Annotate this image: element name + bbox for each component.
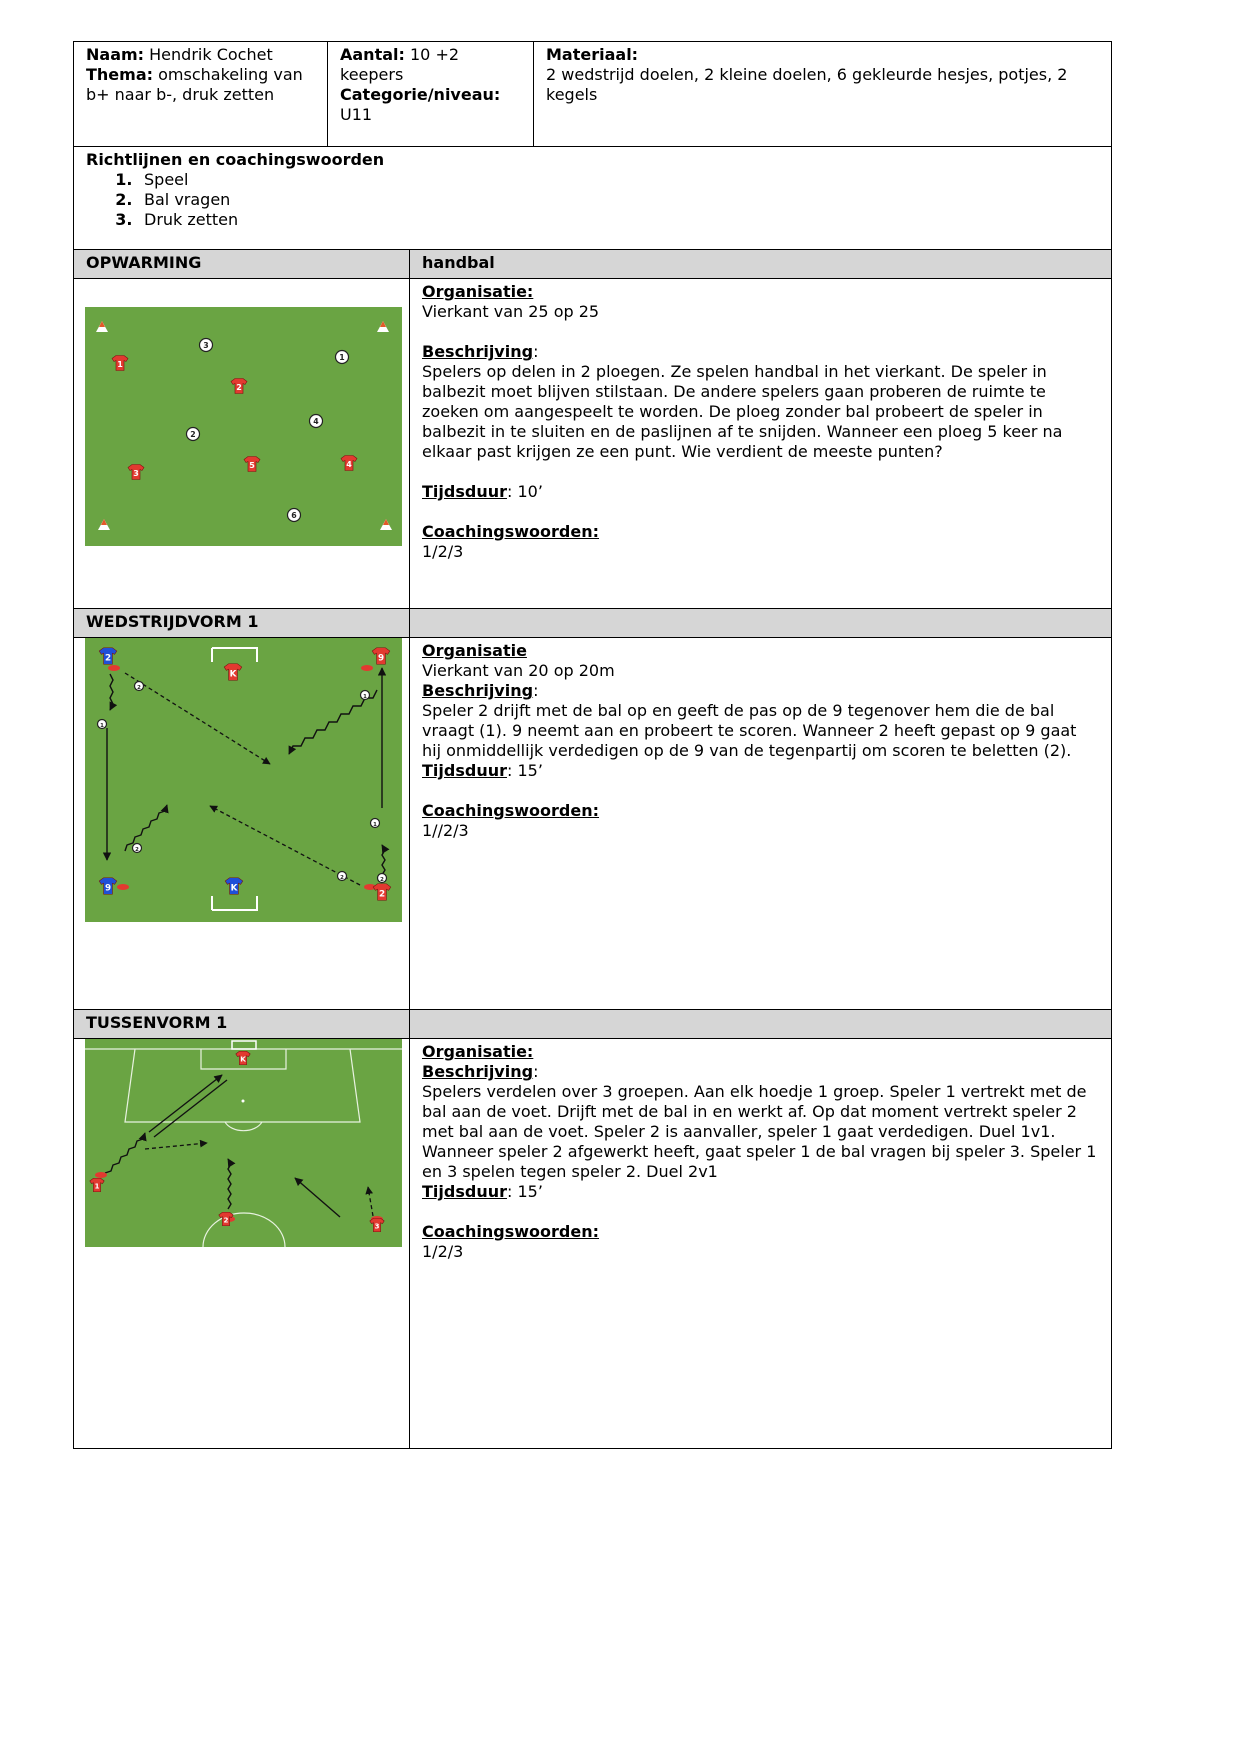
player-number: 2 — [137, 685, 141, 691]
desc-colon: : — [533, 681, 539, 700]
section-body-wedstrijdvorm — [74, 638, 1112, 1010]
player-number: 9 — [377, 653, 385, 664]
section-subtitle: handbal — [410, 250, 1112, 279]
desc-text: Spelers op delen in 2 ploegen. Ze spelen handbal in het vierkant. De speler in balbezit moet blijven stilstaan. De andere spelers gaan proberen de ruimte te zoeken om aangespeelt te worden. De ploeg zonder bal probeert de speler in balbezit in te sluiten en de paslijnen af te snijden. Wanneer een ploeg 5 keer na elkaar past krijgen ze een punt. Wie verdient de meeste punten? — [422, 362, 1063, 461]
player-disc-icon — [200, 339, 213, 352]
guideline-item: 2. Bal vragen — [138, 190, 1099, 210]
player-number: 3 — [133, 469, 139, 478]
aantal-categorie-cell — [328, 42, 534, 147]
tussenvorm-diagram — [85, 1039, 402, 1247]
player-number: 2 — [104, 653, 112, 664]
org-label: Organisatie: — [422, 282, 534, 301]
info-cell — [410, 638, 1112, 1010]
player-number: K — [230, 883, 238, 894]
player-disc-icon — [135, 682, 144, 692]
player-disc-icon — [187, 428, 200, 441]
player-number: K — [229, 669, 237, 680]
player-disc-icon — [98, 720, 107, 730]
player-number: 1 — [94, 1181, 100, 1191]
coach-label: Coachingswoorden: — [422, 1222, 600, 1241]
categorie-label: Categorie/niveau: — [340, 85, 501, 104]
player-number: 2 — [378, 889, 386, 900]
player-disc-icon — [371, 819, 380, 829]
player-number: 9 — [104, 883, 112, 894]
player-disc-icon — [310, 415, 323, 428]
guidelines-row — [74, 147, 1112, 250]
thema-value: omschakeling van b+ naar b-, druk zetten — [86, 65, 303, 104]
time-value: : 10’ — [506, 482, 543, 501]
player-number: 4 — [346, 460, 352, 469]
time-label: Tijdsduur — [422, 1182, 507, 1201]
org-label: Organisatie: — [422, 1042, 534, 1061]
guideline-item: 3. Druk zetten — [138, 210, 1099, 230]
time-label: Tijdsduur — [422, 761, 507, 780]
player-number: 1 — [100, 723, 104, 729]
player-number: 2 — [190, 430, 196, 439]
coach-value: 1/2/3 — [422, 542, 464, 561]
section-title: TUSSENVORM 1 — [74, 1010, 410, 1039]
header-row — [74, 42, 1112, 147]
player-number: 2 — [135, 847, 139, 853]
desc-text: Spelers verdelen over 3 groepen. Aan elk hoedje 1 groep. Speler 1 vertrekt met de bal aan de voet. Drijft met de bal in en werkt af. Op dat moment vertrekt speler 2 met bal aan de voet. Speler 2 is aanvaller, speler 1 gaat verdedigen. Duel 1v1. Wanneer speler 2 afgewerkt heeft, gaat speler 1 de bal vragen bij speler 3. Speler 1 en 3 spelen tegen speler 2. Duel 2v1 — [422, 1082, 1097, 1181]
warmup-diagram — [85, 307, 402, 546]
coach-label: Coachingswoorden: — [422, 801, 600, 820]
desc-text: Speler 2 drijft met de bal op en geeft de pas op de 9 tegenover hem die de bal vraagt (1). 9 neemt aan en probeert te scoren. Wanneer 2 heeft gepast op 9 gaat hij onmiddellijk verdedigen op de 9 van de tegenpartij om scoren te beletten (2). — [422, 701, 1077, 760]
aantal-value: 10 +2 keepers — [340, 45, 460, 84]
materiaal-label: Materiaal: — [546, 45, 639, 64]
player-disc-icon — [378, 874, 387, 884]
section-body-warmup — [74, 279, 1112, 609]
guideline-item: 1. Speel — [138, 170, 1099, 190]
org-text: Vierkant van 20 op 20m — [422, 661, 615, 680]
naam-label: Naam: — [86, 45, 145, 64]
materiaal-cell — [534, 42, 1112, 147]
player-number: 1 — [363, 694, 367, 700]
time-value: : 15’ — [506, 761, 543, 780]
player-number: 5 — [249, 461, 255, 470]
section-header-wedstrijdvorm — [74, 609, 1112, 638]
section-subtitle — [410, 1010, 1112, 1039]
player-disc-icon — [336, 351, 349, 364]
naam-value: Hendrik Cochet — [144, 45, 273, 64]
player-number: 2 — [340, 875, 344, 881]
categorie-value: U11 — [340, 105, 373, 124]
coach-value: 1/2/3 — [422, 1242, 464, 1261]
player-number: 4 — [313, 417, 319, 426]
section-header-warmup — [74, 250, 1112, 279]
cone-icon — [108, 665, 120, 671]
section-title: OPWARMING — [74, 250, 410, 279]
diagram-cell — [74, 1039, 410, 1449]
section-body-tussenvorm — [74, 1039, 1112, 1449]
cone-icon — [117, 884, 129, 890]
player-disc-icon — [133, 844, 142, 854]
desc-colon: : — [533, 342, 539, 361]
player-disc-icon — [338, 872, 347, 882]
info-cell — [410, 279, 1112, 609]
player-number: 2 — [223, 1215, 229, 1225]
player-number: K — [240, 1054, 246, 1064]
desc-label: Beschrijving — [422, 681, 534, 700]
wedstrijdvorm-diagram — [85, 638, 402, 922]
thema-label: Thema: — [86, 65, 154, 84]
cone-icon — [361, 665, 373, 671]
player-number: 3 — [374, 1221, 380, 1231]
materiaal-value: 2 wedstrijd doelen, 2 kleine doelen, 6 gekleurde hesjes, potjes, 2 kegels — [546, 65, 1068, 104]
player-disc-icon — [288, 509, 301, 522]
coach-label: Coachingswoorden: — [422, 522, 600, 541]
player-number: 6 — [291, 511, 297, 520]
section-subtitle — [410, 609, 1112, 638]
section-title: WEDSTRIJDVORM 1 — [74, 609, 410, 638]
training-table — [73, 41, 1112, 1449]
time-label: Tijdsduur — [422, 482, 507, 501]
player-disc-icon — [361, 691, 370, 701]
org-text: Vierkant van 25 op 25 — [422, 302, 600, 321]
time-value: : 15’ — [506, 1182, 543, 1201]
org-label: Organisatie — [422, 641, 527, 660]
aantal-label: Aantal: — [340, 45, 405, 64]
diagram-cell — [74, 279, 410, 609]
info-cell — [410, 1039, 1112, 1449]
guidelines-cell — [74, 147, 1112, 250]
player-number: 1 — [117, 360, 123, 369]
coach-value: 1//2/3 — [422, 821, 469, 840]
guidelines-list — [86, 170, 1099, 230]
desc-label: Beschrijving — [422, 342, 534, 361]
player-number: 1 — [339, 353, 345, 362]
desc-colon: : — [533, 1062, 539, 1081]
player-number: 2 — [380, 877, 384, 883]
naam-thema-cell — [74, 42, 328, 147]
diagram-cell — [74, 638, 410, 1010]
session-sheet — [73, 41, 1111, 1449]
guidelines-title: Richtlijnen en coachingswoorden — [86, 150, 385, 169]
section-header-tussenvorm — [74, 1010, 1112, 1039]
desc-label: Beschrijving — [422, 1062, 534, 1081]
player-number: 3 — [203, 341, 209, 350]
player-number: 1 — [373, 822, 377, 828]
cone-icon — [95, 1172, 107, 1178]
player-number: 2 — [236, 383, 242, 392]
